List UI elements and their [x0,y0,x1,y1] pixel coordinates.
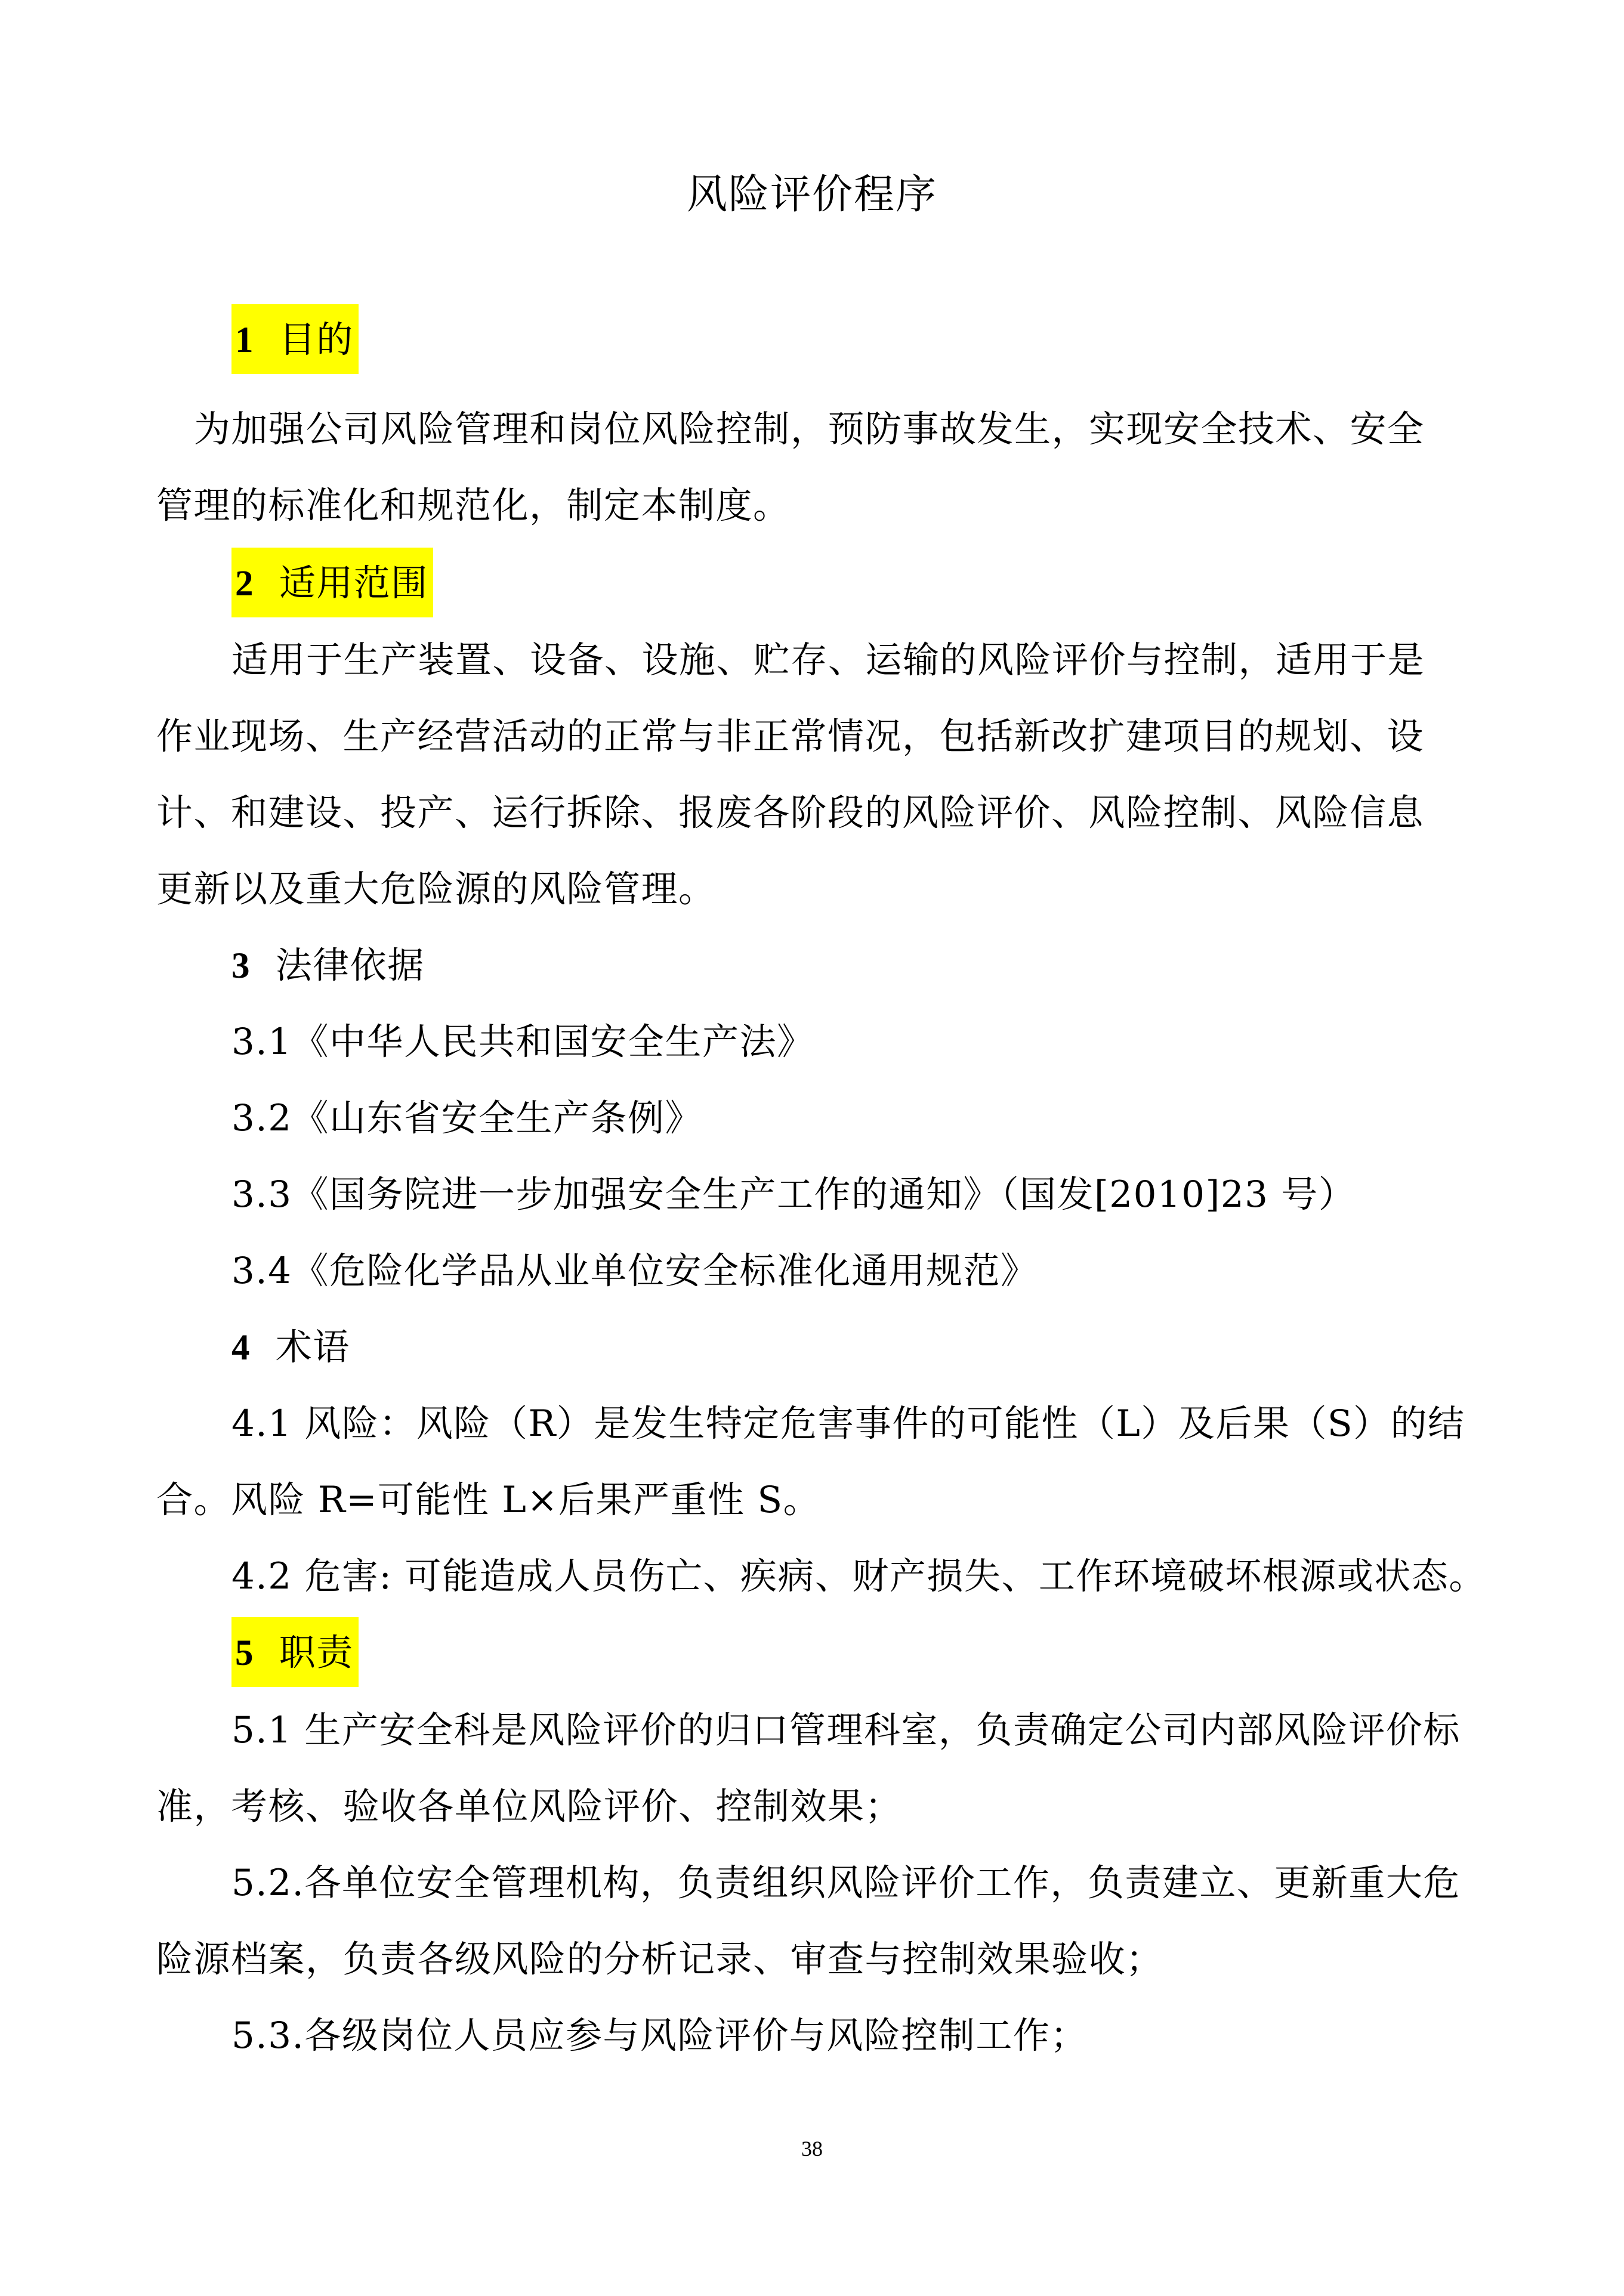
paragraph-line: 管理的标准化和规范化，制定本制度。 [156,484,791,527]
section-heading-2 [231,560,1476,608]
law-reference: 3.2《山东省安全生产条例》 [231,1097,703,1139]
definition-line: 4.2 危害: 可能造成人员伤亡、疾病、财产损失、工作环境破坏根源或状态。 [231,1555,1486,1597]
section-heading-text: 适用范围 [279,562,428,604]
responsibility-line: 5.2.各单位安全管理机构，负责组织风险评价工作，负责建立、更新重大危 [231,1862,1461,1904]
law-reference: 3.3《国务院进一步加强安全生产工作的通知》（国发[2010]23 号） [231,1173,1356,1216]
section-heading-4 [231,1324,1476,1372]
paragraph-line: 更新以及重大危险源的风险管理。 [156,868,716,910]
section-number: 1 [235,320,254,360]
section-number: 3 [231,946,251,986]
section-heading-text: 术语 [275,1326,350,1368]
section-number: 5 [235,1633,254,1673]
law-reference: 3.4《危险化学品从业单位安全标准化通用规范》 [231,1250,1038,1292]
section-heading-text: 职责 [279,1631,354,1674]
section-heading-3 [231,942,1476,990]
page-title: 风险评价程序 [686,171,937,218]
paragraph-line: 计、和建设、投产、运行拆除、报废各阶段的风险评价、风险控制、风险信息 [156,792,1425,834]
responsibility-line: 5.1 生产安全科是风险评价的归口管理科室，负责确定公司内部风险评价标 [231,1709,1461,1751]
section-number: 4 [231,1328,251,1368]
heading-highlight [231,304,359,374]
paragraph-line: 适用于生产装置、设备、设施、贮存、运输的风险评价与控制，适用于是 [231,639,1425,681]
paragraph-line: 作业现场、生产经营活动的正常与非正常情况，包括新改扩建项目的规划、设 [156,715,1425,758]
page-number: 38 [801,2137,823,2161]
paragraph-line: 为加强公司风险管理和岗位风险控制，预防事故发生，实现安全技术、安全 [194,408,1425,450]
heading-highlight [231,548,433,617]
definition-line: 4.1 风险：风险（R）是发生特定危害事件的可能性（L）及后果（S）的结 [231,1402,1465,1445]
section-heading-1 [231,316,1476,364]
law-reference: 3.1《中华人民共和国安全生产法》 [231,1021,814,1063]
section-heading-text: 法律依据 [275,944,425,987]
responsibility-line: 险源档案，负责各级风险的分析记录、审查与控制效果验收； [156,1938,1163,1980]
responsibility-line: 准，考核、验收各单位风险评价、控制效果； [156,1785,903,1828]
responsibility-line: 5.3.各级岗位人员应参与风险评价与风险控制工作； [231,2014,1088,2057]
section-heading-5 [231,1629,1476,1677]
definition-line: 合。风险 R=可能性 L×后果严重性 S。 [156,1479,821,1521]
section-heading-text: 目的 [279,319,354,361]
section-number: 2 [235,564,254,604]
heading-highlight [231,1617,359,1687]
